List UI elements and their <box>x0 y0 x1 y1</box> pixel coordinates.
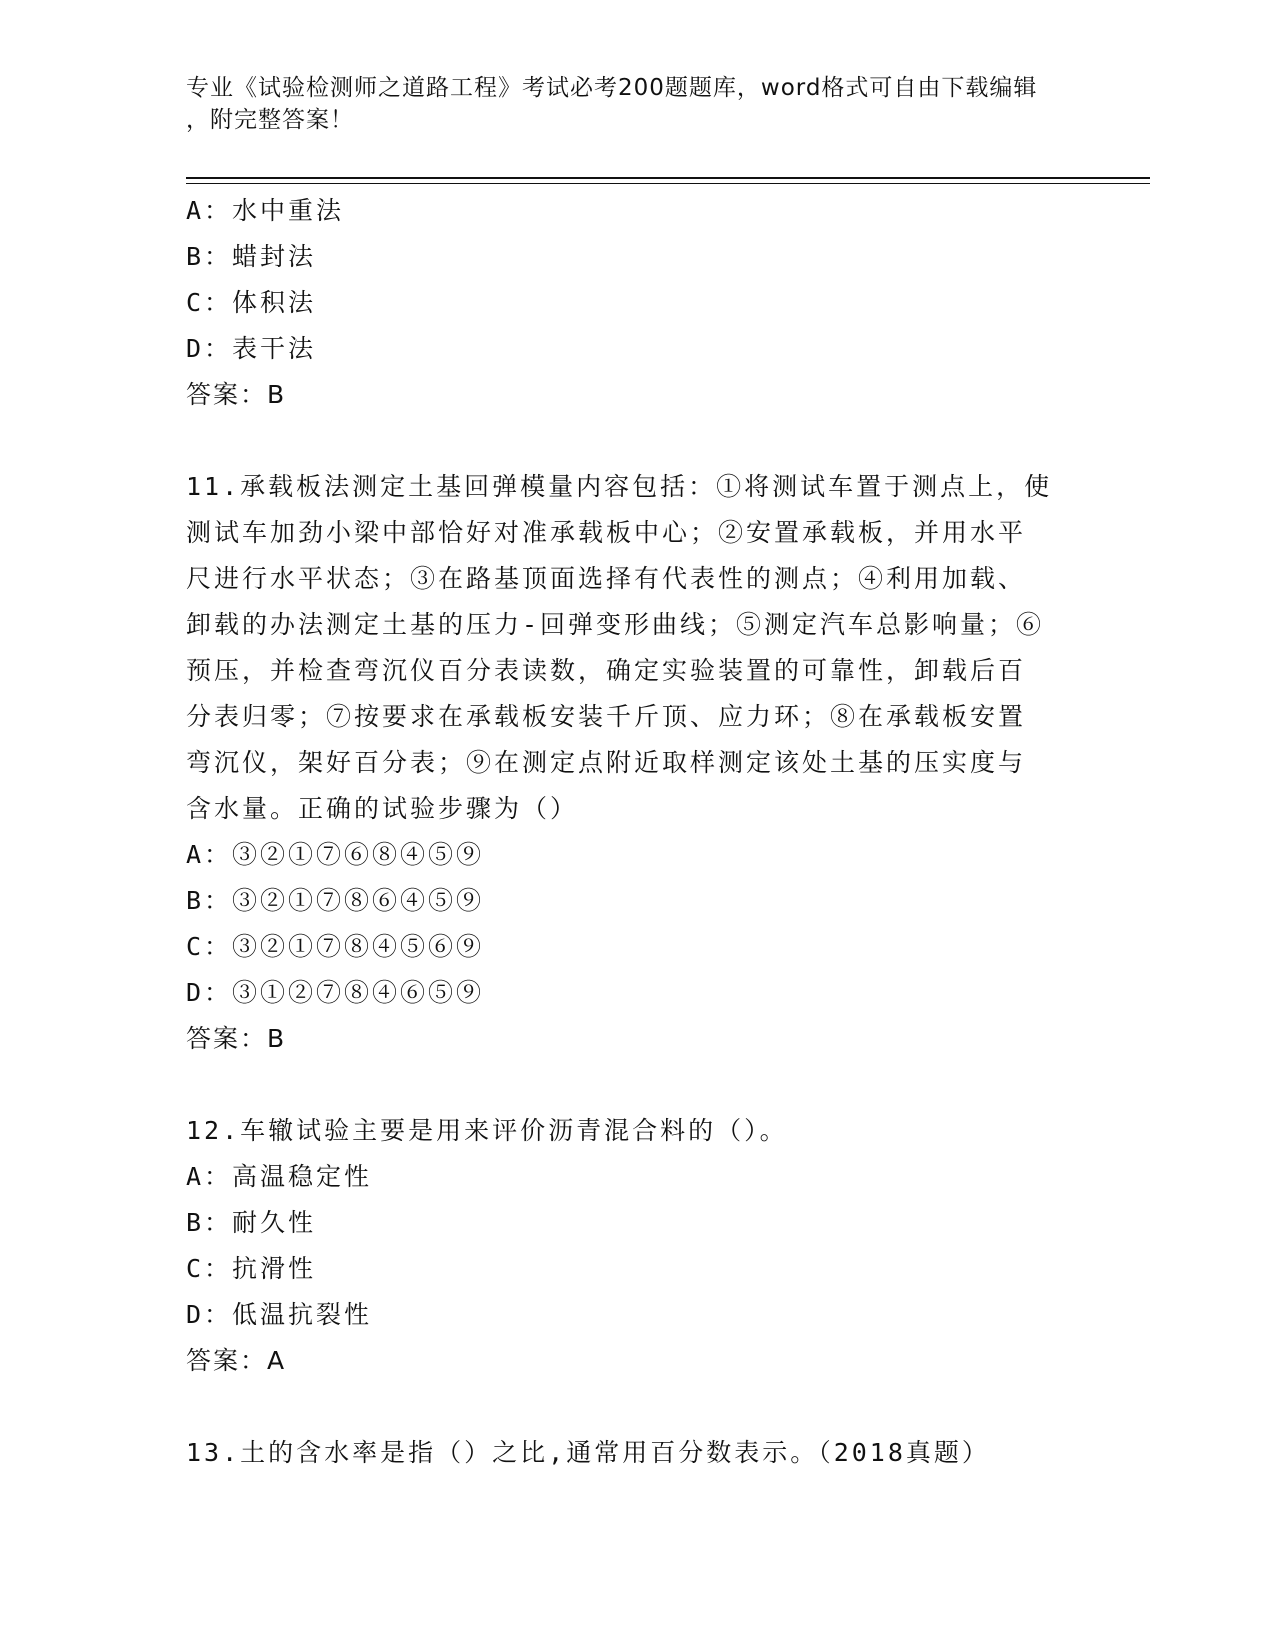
option-a: A：高温稳定性 <box>186 1162 373 1191</box>
question-13 <box>186 1430 1086 1476</box>
header-rule-thick <box>186 177 1150 179</box>
option-c: C：体积法 <box>186 288 317 317</box>
answer-value: B <box>267 1024 287 1053</box>
option-b: B：③②①⑦⑧⑥④⑤⑨ <box>186 886 485 915</box>
question-12 <box>186 1108 1086 1384</box>
question-stem-line: 含水量。正确的试验步骤为（） <box>186 794 579 823</box>
option-b: B：耐久性 <box>186 1208 317 1237</box>
spacer <box>186 418 1086 464</box>
question-stem-line: 测试车加劲小梁中部恰好对准承载板中心；②安置承载板，并用水平 <box>186 518 1027 547</box>
question-stem-line: 弯沉仪，架好百分表；⑨在测定点附近取样测定该处土基的压实度与 <box>186 748 1027 777</box>
option-c: C：抗滑性 <box>186 1254 317 1283</box>
question-10 <box>186 188 1086 418</box>
option-a: A：水中重法 <box>186 196 345 225</box>
question-11 <box>186 464 1086 1062</box>
document-body <box>186 188 1086 1476</box>
question-stem-line: 卸载的办法测定土基的压力-回弹变形曲线；⑤测定汽车总影响量；⑥ <box>186 610 1045 639</box>
answer-line <box>186 372 1086 418</box>
question-stem-line: 13.土的含水率是指（）之比,通常用百分数表示。（2018真题） <box>186 1438 990 1467</box>
question-stem-line: 尺进行水平状态；③在路基顶面选择有代表性的测点；④利用加载、 <box>186 564 1027 593</box>
header-line-2: ，附完整答案！ <box>186 107 354 133</box>
option-d: D：③①②⑦⑧④⑥⑤⑨ <box>186 978 485 1007</box>
header-line-1: 专业《试验检测师之道路工程》考试必考200题题库，word格式可自由下载编辑 <box>186 75 1038 101</box>
question-stem-line: 预压，并检查弯沉仪百分表读数，确定实验装置的可靠性，卸载后百 <box>186 656 1027 685</box>
option-d: D：表干法 <box>186 334 317 363</box>
document-header <box>186 72 1066 136</box>
answer-line <box>186 1016 1086 1062</box>
spacer <box>186 1384 1086 1430</box>
header-rule-thin <box>186 183 1150 184</box>
option-a: A：③②①⑦⑥⑧④⑤⑨ <box>186 840 485 869</box>
answer-value: B <box>267 380 287 409</box>
option-c: C：③②①⑦⑧④⑤⑥⑨ <box>186 932 485 961</box>
question-stem-line: 12.车辙试验主要是用来评价沥青混合料的（）。 <box>186 1116 788 1145</box>
option-d: D：低温抗裂性 <box>186 1300 373 1329</box>
answer-value: A <box>267 1346 287 1375</box>
question-stem-line: 分表归零；⑦按要求在承载板安装千斤顶、应力环；⑧在承载板安置 <box>186 702 1027 731</box>
question-stem-line: 11.承载板法测定土基回弹模量内容包括：①将测试车置于测点上，使 <box>186 472 1053 501</box>
option-b: B：蜡封法 <box>186 242 317 271</box>
answer-label: 答案： <box>186 1346 268 1375</box>
answer-line <box>186 1338 1086 1384</box>
answer-label: 答案： <box>186 1024 268 1053</box>
spacer <box>186 1062 1086 1108</box>
answer-label: 答案： <box>186 380 268 409</box>
